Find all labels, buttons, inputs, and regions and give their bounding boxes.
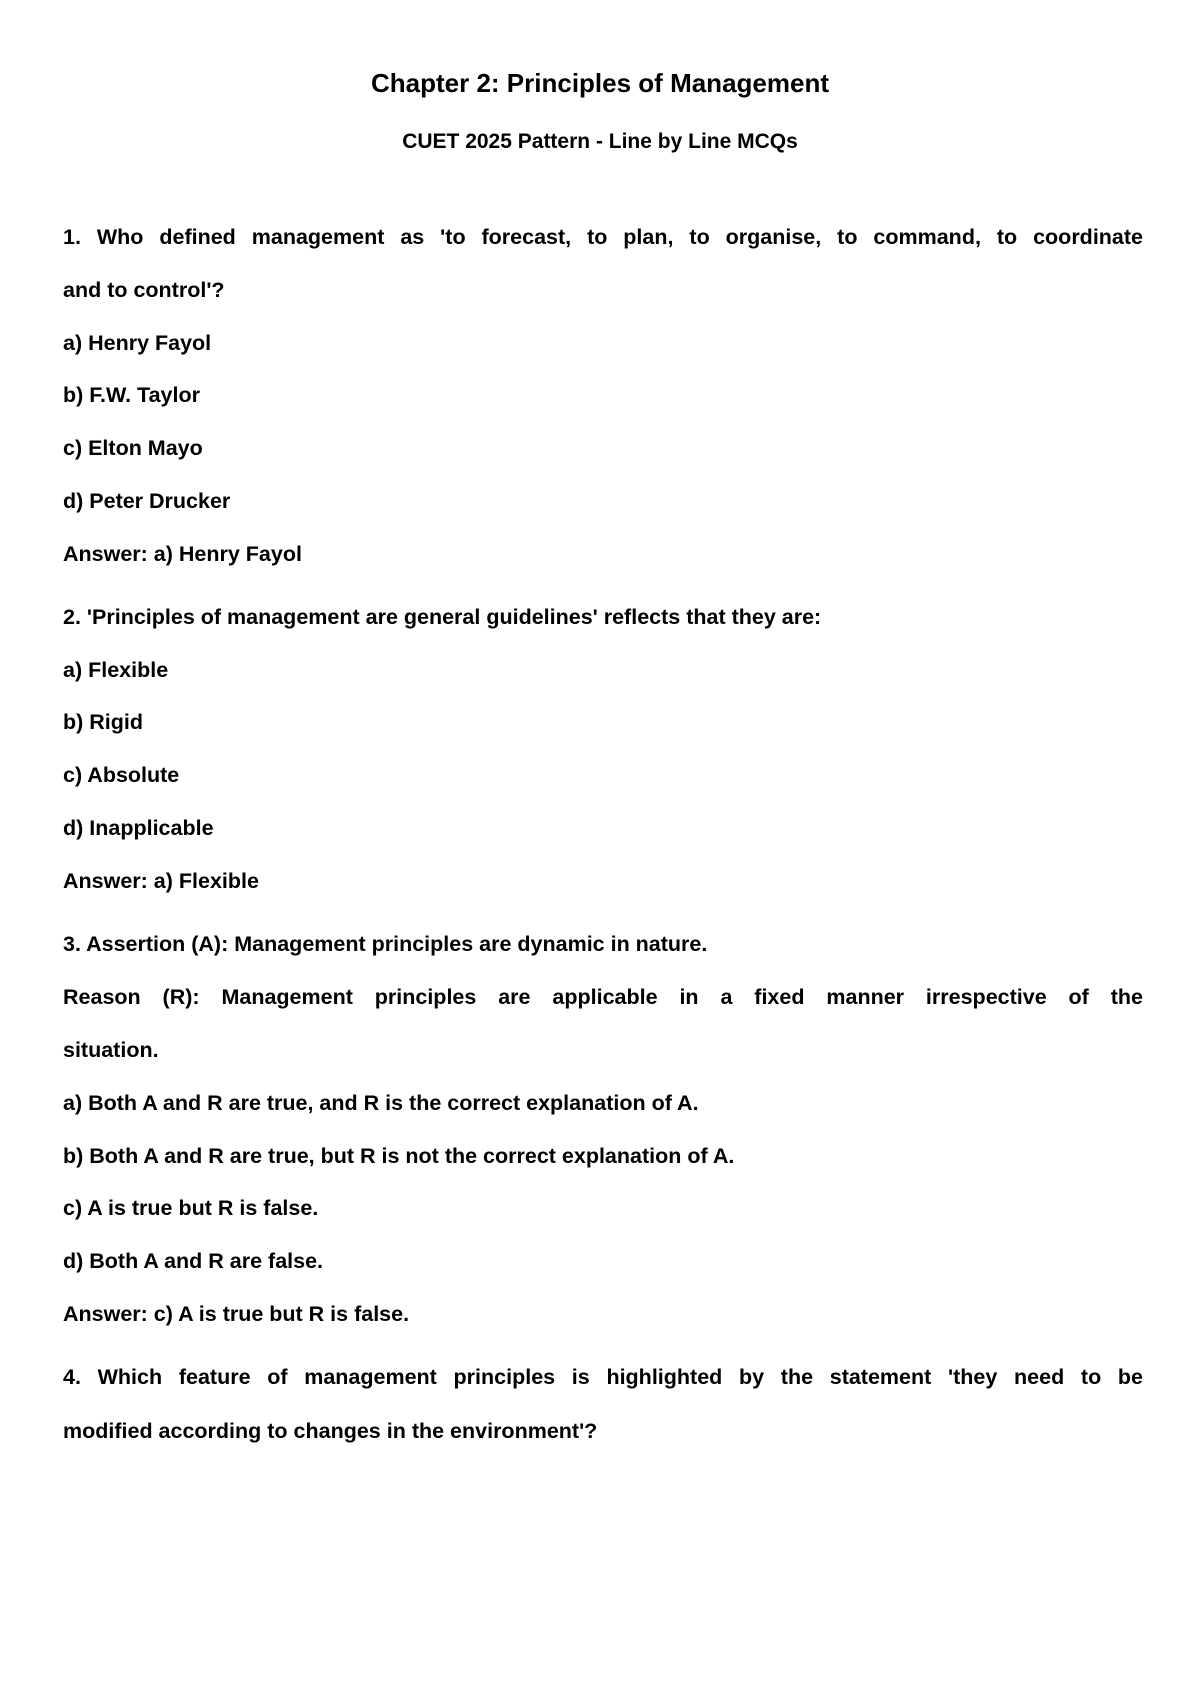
question-3-option-d: d) Both A and R are false.: [63, 1249, 324, 1273]
question-2-answer: Answer: a) Flexible: [63, 869, 259, 893]
question-1-option-d: d) Peter Drucker: [63, 489, 231, 513]
page-subtitle: CUET 2025 Pattern - Line by Line MCQs: [402, 130, 798, 153]
question-1-option-c: c) Elton Mayo: [63, 436, 203, 460]
question-3-option-a: a) Both A and R are true, and R is the correct explanation of A.: [63, 1091, 699, 1115]
question-4-text-line-1: 4. Which feature of management principles is highlighted by the statement 'they need to be: [63, 1365, 1143, 1389]
question-3-reason-line-2: situation.: [63, 1038, 159, 1062]
question-3-option-c: c) A is true but R is false.: [63, 1196, 319, 1220]
question-1-answer: Answer: a) Henry Fayol: [63, 542, 302, 566]
question-1-option-a: a) Henry Fayol: [63, 331, 212, 355]
question-2-option-d: d) Inapplicable: [63, 816, 214, 840]
question-2-text-line-1: 2. 'Principles of management are general guidelines' reflects that they are:: [63, 605, 822, 629]
page-title: Chapter 2: Principles of Management: [371, 68, 829, 98]
question-1-option-b: b) F.W. Taylor: [63, 383, 200, 407]
question-2-option-c: c) Absolute: [63, 763, 180, 787]
question-3-option-b: b) Both A and R are true, but R is not the correct explanation of A.: [63, 1144, 735, 1168]
question-1-text-line-2: and to control'?: [63, 278, 225, 302]
question-2-option-a: a) Flexible: [63, 658, 169, 682]
question-3-assertion: 3. Assertion (A): Management principles are dynamic in nature.: [63, 932, 708, 956]
question-4-text-line-2: modified according to changes in the environment'?: [63, 1419, 598, 1443]
question-3-answer: Answer: c) A is true but R is false.: [63, 1302, 410, 1326]
question-3-reason-line-1: Reason (R): Management principles are applicable in a fixed manner irrespective of the: [63, 985, 1143, 1009]
question-2-option-b: b) Rigid: [63, 710, 144, 734]
question-1-text-line-1: 1. Who defined management as 'to forecast, to plan, to organise, to command, to coordinate: [63, 225, 1143, 249]
